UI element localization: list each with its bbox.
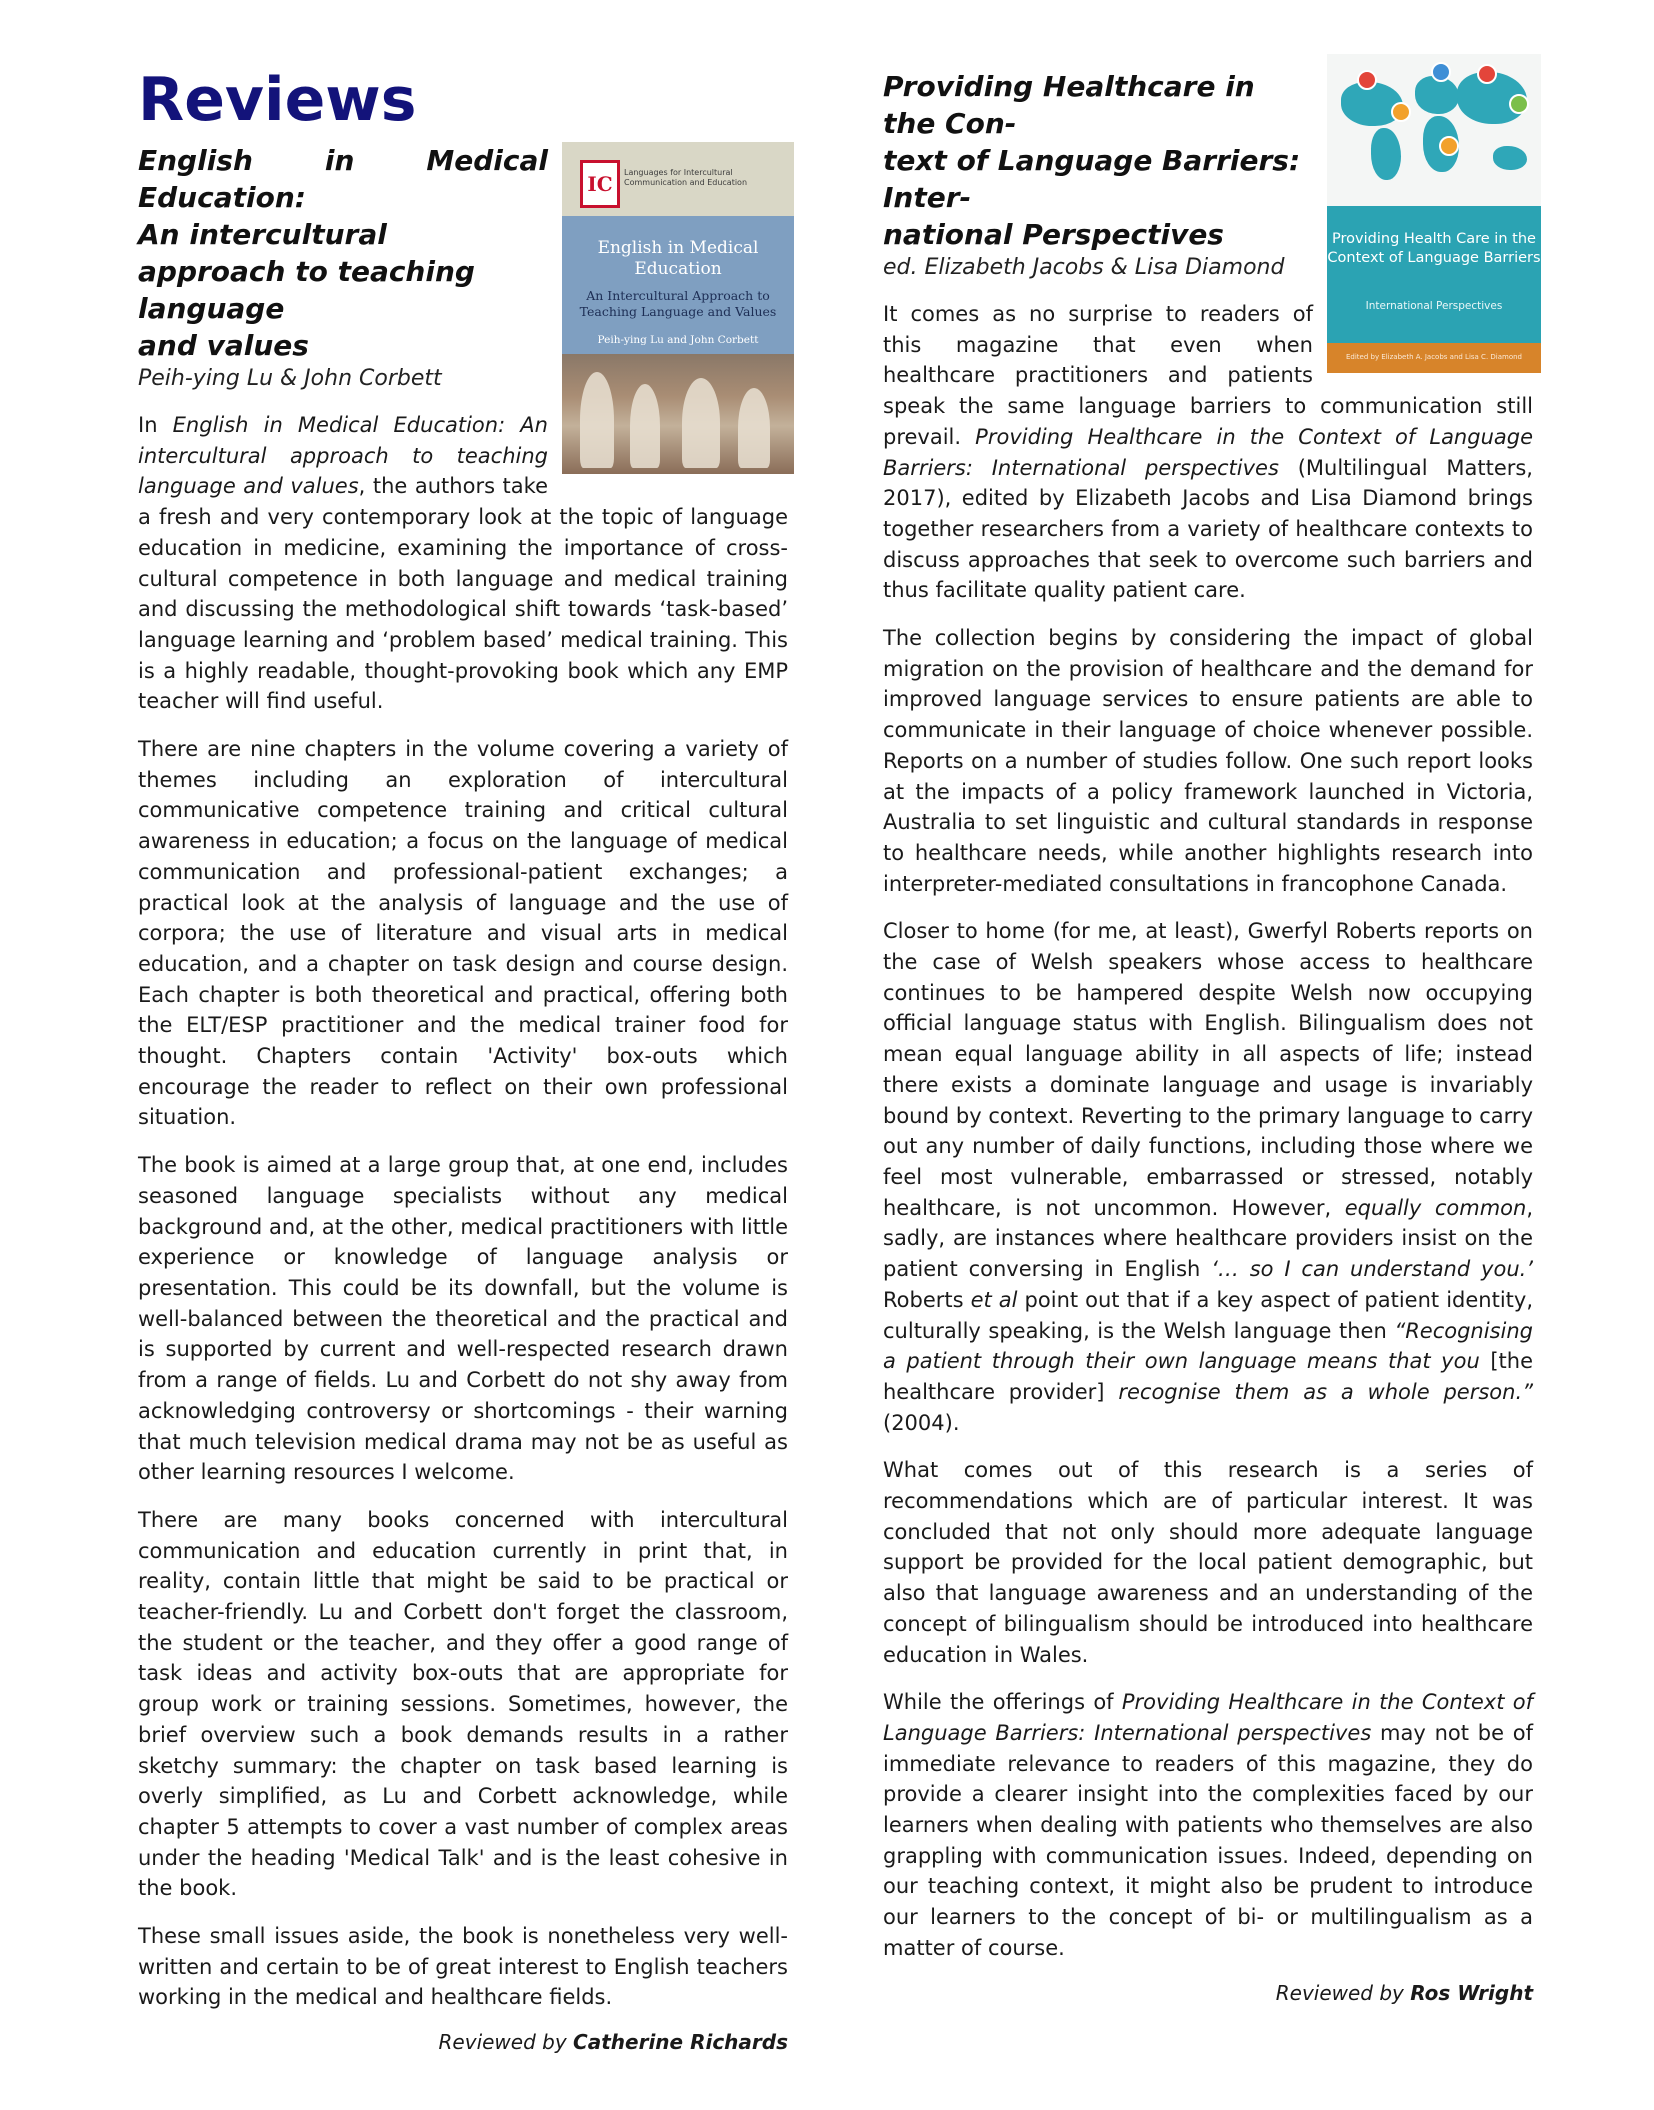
section-title: Reviews — [138, 65, 417, 135]
book-title: English in Medical Education: An intercultural approach to teaching language and values — [138, 144, 548, 362]
cover-subtitle: An Intercultural Approach to Teaching Language and Values — [579, 288, 777, 319]
review-paragraph: These small issues aside, the book is nonetheless very well-written and certain to be of great interest to English teachers working in the medical and healthcare fields. — [138, 1924, 788, 2010]
reviewer-credit: Reviewed by Catherine Richards — [438, 2030, 788, 2055]
review-paragraph: The collection begins by considering the impact of global migration on the provision of healthcare and the demand for improved language services to ensure patients are able to communicate in their language of choice whenever possible. Reports on a number of studies follow. One such report looks at the impacts of a policy framework launched in Victoria, Australia to set linguistic and cultural standards in response to healthcare needs, while another highlights research into interpreter-mediated consultations in francophone Canada. — [883, 626, 1533, 896]
cover-title: Providing Health Care in the Context of Language Barriers — [1327, 231, 1541, 266]
publisher-logo: IC — [580, 160, 620, 208]
book-title: Providing Healthcare in the Con- text of Language Barriers: Inter- national Perspectives — [883, 70, 1301, 251]
cover-authors: Peih-ying Lu and John Corbett — [597, 334, 759, 346]
reviewer-credit: Reviewed by Ros Wright — [1275, 1980, 1533, 2005]
book-authors: Peih-ying Lu & John Corbett — [138, 366, 442, 391]
cover-series-band — [562, 142, 794, 216]
review-healthcare-language-barriers — [883, 68, 1541, 2005]
book-cover-english-in-medical-education — [562, 142, 794, 474]
book-editors: ed. Elizabeth Jacobs & Lisa Diamond — [883, 255, 1285, 280]
review-paragraph: The book is aimed at a large group that, at one end, includes seasoned language specialists without any medical background and, at the other, medical practitioners with little experience or knowledge of language analysis or presentation. This could be its downfall, but the volume is well-balanced between the theoretical and the practical and is supported by current and well-respected research drawn from a range of fields. Lu and Corbett do not shy away from acknowledging controversy or shortcomings - their warning that much television medical drama may not be as useful as other learning resources I welcome. — [138, 1153, 788, 1485]
cover-subtitle: International Perspectives — [1365, 300, 1503, 312]
review-paragraph: Closer to home (for me, at least), Gwerfyl Roberts reports on the case of Welsh speakers whose access to healthcare continues to be hampered despite Welsh now occupying official language status with English. Bilingualism does not mean equal language ability in all aspects of life; instead there exists a dominate language and usage is invariably bound by context. Reverting to the primary language to carry out any number of daily functions, including those where we feel most vulnerable, embarrassed or stressed, notably healthcare, is not uncommon. However, equally common, sadly, are instances where healthcare providers insist on the patient conversing in English ‘… so I can understand you.’ Roberts et al point out that if a key aspect of patient identity, culturally speaking, is the Welsh language then “Recognising a patient through their own language means that you [the healthcare provider] recognise them as a whole person.” (2004). — [883, 919, 1533, 1435]
review-paragraph: There are many books concerned with intercultural communication and education currently in print that, in reality, contain little that might be said to be practical or teacher-friendly. Lu and Corbett don't forget the classroom, the student or the teacher, and they offer a good range of task ideas and activity box-outs that are appropriate for group work or training sessions. Sometimes, however, the brief overview such a book demands results in a rather sketchy summary: the chapter on task based learning is overly simplified, as Lu and Corbett acknowledge, while chapter 5 attempts to cover a vast number of complex areas under the heading 'Medical Talk' and is the least cohesive in the book. — [138, 1507, 788, 1901]
review-paragraph: In English in Medical Education: An intercultural approach to teaching language and values, the authors take a fresh and very contemporary look at the topic of language education in medicine, examining the importance of cross-cultural competence in both language and medical training and discussing the methodological shift towards ‘task-based’ language learning and ‘problem based’ medical training. This is a highly readable, thought-provoking book which any EMP teacher will find useful. — [138, 413, 788, 714]
review-paragraph: While the offerings of Providing Healthcare in the Context of Language Barriers: International perspectives may not be of immediate relevance to readers of this magazine, they do provide a clearer insight into the complexities faced by our learners when dealing with patients who themselves are also grappling with communication issues. Indeed, depending on our teaching context, it might also be prudent to introduce our learners to the concept of bi- or multilingualism as a matter of course. — [883, 1690, 1534, 1960]
cover-series-name: Languages for Intercultural Communication and Education — [624, 168, 748, 187]
cover-world-map — [1327, 54, 1541, 206]
review-paragraph: What comes out of this research is a series of recommendations which are of particular interest. It was concluded that not only should more adequate language support be provided for the local patient demographic, but also that language awareness and an understanding of the concept of bilingualism should be introduced into healthcare education in Wales. — [883, 1458, 1533, 1667]
review-paragraph: There are nine chapters in the volume covering a variety of themes including an exploration of intercultural communicative competence training and critical cultural awareness in education; a focus on the language of medical communication and professional-patient exchanges; a practical look at the analysis of language and the use of corpora; the use of literature and visual arts in medical education, and a chapter on task design and course design. Each chapter is both theoretical and practical, offering both the ELT/ESP practitioner and the medical trainer food for thought. Chapters contain 'Activity' box-outs which encourage the reader to reflect on their own professional situation. — [138, 737, 788, 1130]
cover-painting — [562, 354, 794, 474]
cover-title: English in Medical Education — [597, 238, 759, 279]
cover-editor-band — [1327, 343, 1541, 373]
book-cover-providing-healthcare — [1327, 54, 1541, 373]
review-paragraph: It comes as no surprise to readers of this magazine that even when healthcare practitioners and patients speak the same language barriers to communication still prevail. Providing Healthcare in the Context of Language Barriers: International perspectives (Multilingual Matters, 2017), edited by Elizabeth Jacobs and Lisa Diamond brings together researchers from a variety of healthcare contexts to discuss approaches that seek to overcome such barriers and thus facilitate quality patient care. — [883, 302, 1534, 603]
review-english-medical-education — [138, 142, 788, 2054]
cover-editors: Edited by Elizabeth A. Jacobs and Lisa C. Diamond — [1345, 353, 1523, 361]
